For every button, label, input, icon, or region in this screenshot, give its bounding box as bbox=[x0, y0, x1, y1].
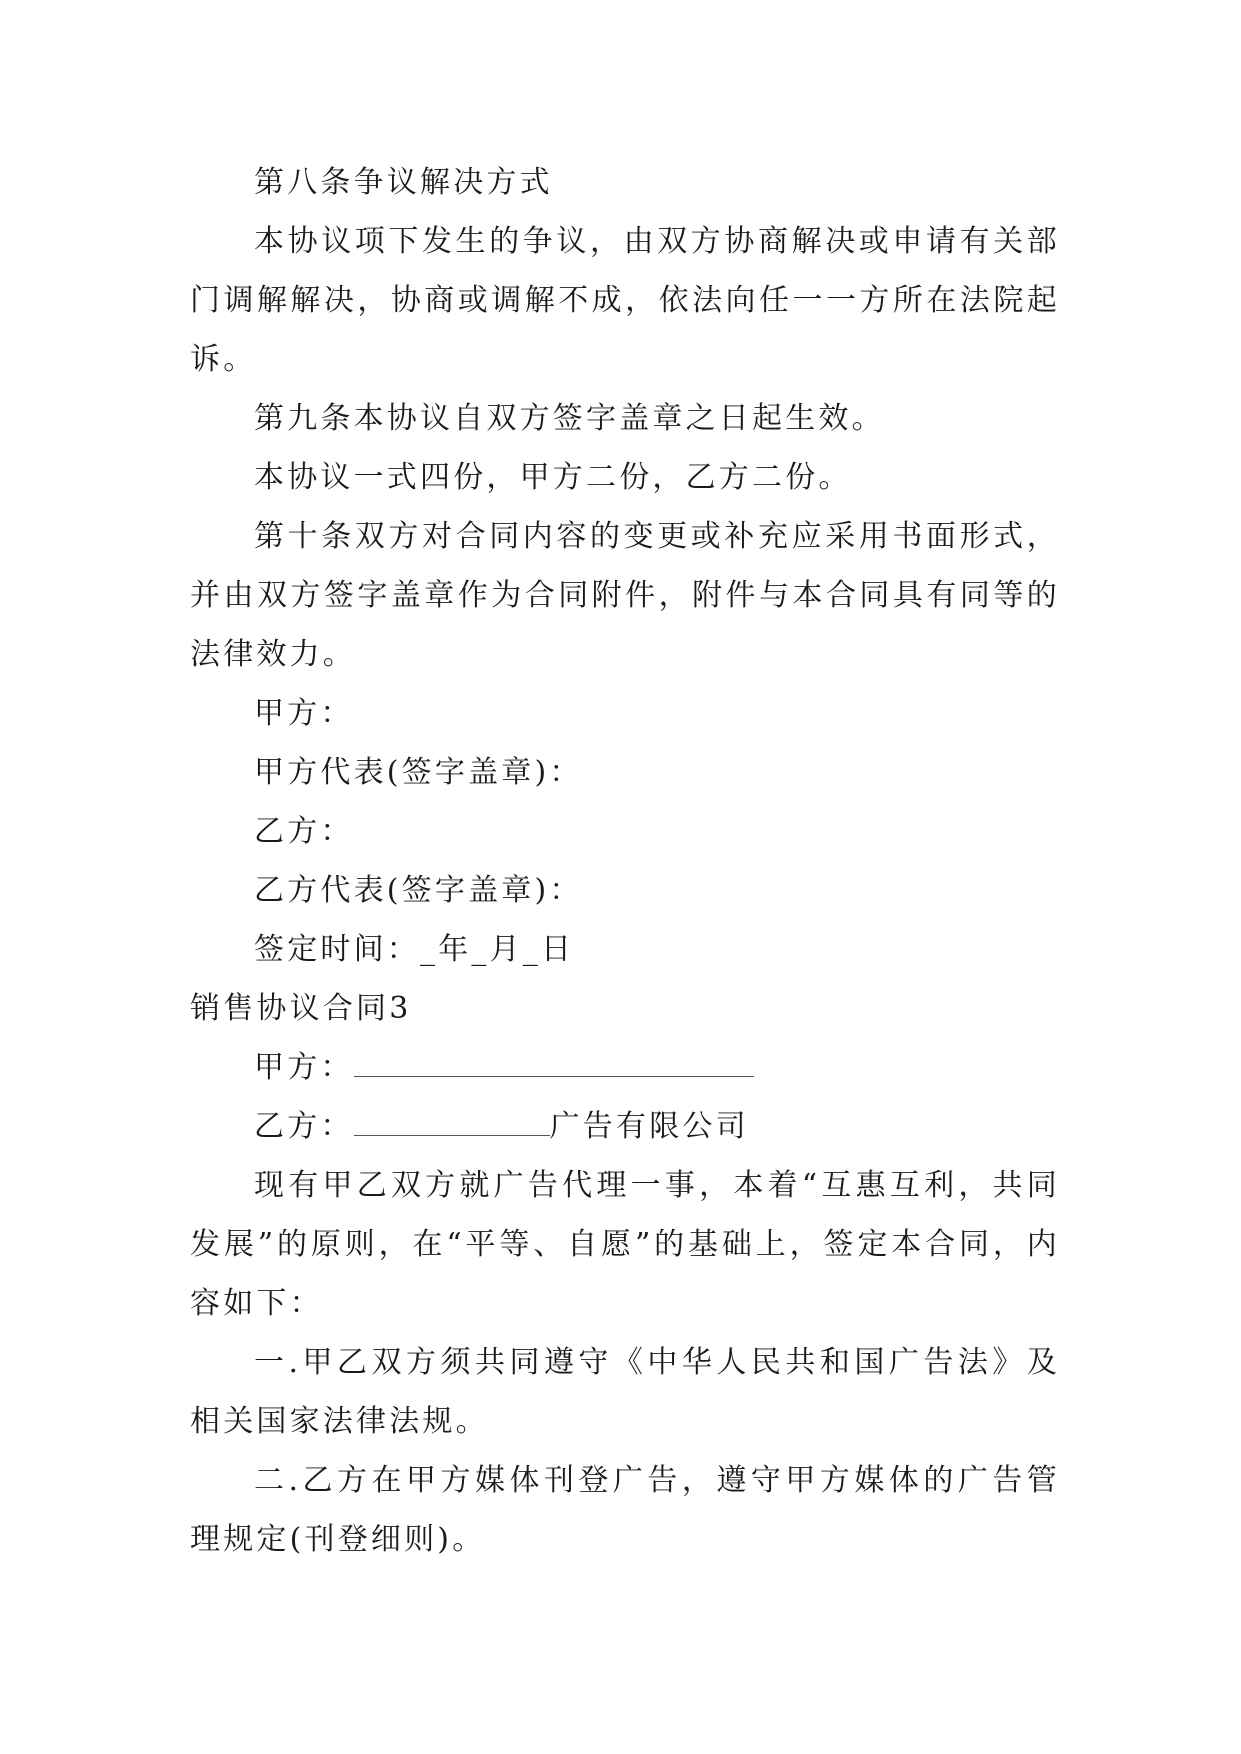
document-body bbox=[190, 153, 1060, 1569]
party-a-signature-line: 甲方： bbox=[254, 696, 354, 731]
party-b-label: 乙方： bbox=[254, 1109, 354, 1144]
article-8-heading: 第八条争议解决方式 bbox=[254, 165, 553, 200]
article-9-text: 第九条本协议自双方签字盖章之日起生效。 bbox=[254, 401, 885, 436]
article-10-text: 第十条双方对合同内容的变更或补充应采用书面形式，并由双方签字盖章作为合同附件，附件与本合同具有同等的法律效力。 bbox=[190, 519, 1060, 672]
party-a-rep-signature-line: 甲方代表(签字盖章)： bbox=[254, 755, 583, 790]
party-b-rep-signature-line: 乙方代表(签字盖章)： bbox=[254, 873, 583, 908]
party-b-blank bbox=[354, 1111, 550, 1136]
preamble-text: 现有甲乙双方就广告代理一事，本着“互惠互利，共同发展”的原则，在“平等、自愿”的基础上，签定本合同，内容如下： bbox=[190, 1168, 1060, 1321]
signing-date-line: 签定时间：_年_月_日 bbox=[254, 932, 575, 967]
copies-clause: 本协议一式四份，甲方二份，乙方二份。 bbox=[254, 460, 852, 495]
contract-title: 销售协议合同3 bbox=[190, 991, 412, 1026]
party-a-line bbox=[190, 1038, 1060, 1097]
clause-2-text: 二.乙方在甲方媒体刊登广告，遵守甲方媒体的广告管理规定(刊登细则)。 bbox=[190, 1463, 1060, 1557]
party-a-blank bbox=[354, 1052, 754, 1077]
party-b-line bbox=[190, 1097, 1060, 1156]
article-8-text: 本协议项下发生的争议，由双方协商解决或申请有关部门调解解决，协商或调解不成，依法向任一一方所在法院起诉。 bbox=[190, 224, 1060, 377]
party-a-label: 甲方： bbox=[254, 1050, 354, 1085]
party-b-signature-line: 乙方： bbox=[254, 814, 354, 849]
clause-1-text: 一.甲乙双方须共同遵守《中华人民共和国广告法》及相关国家法律法规。 bbox=[190, 1345, 1060, 1439]
party-b-company-suffix: 广告有限公司 bbox=[549, 1109, 749, 1144]
